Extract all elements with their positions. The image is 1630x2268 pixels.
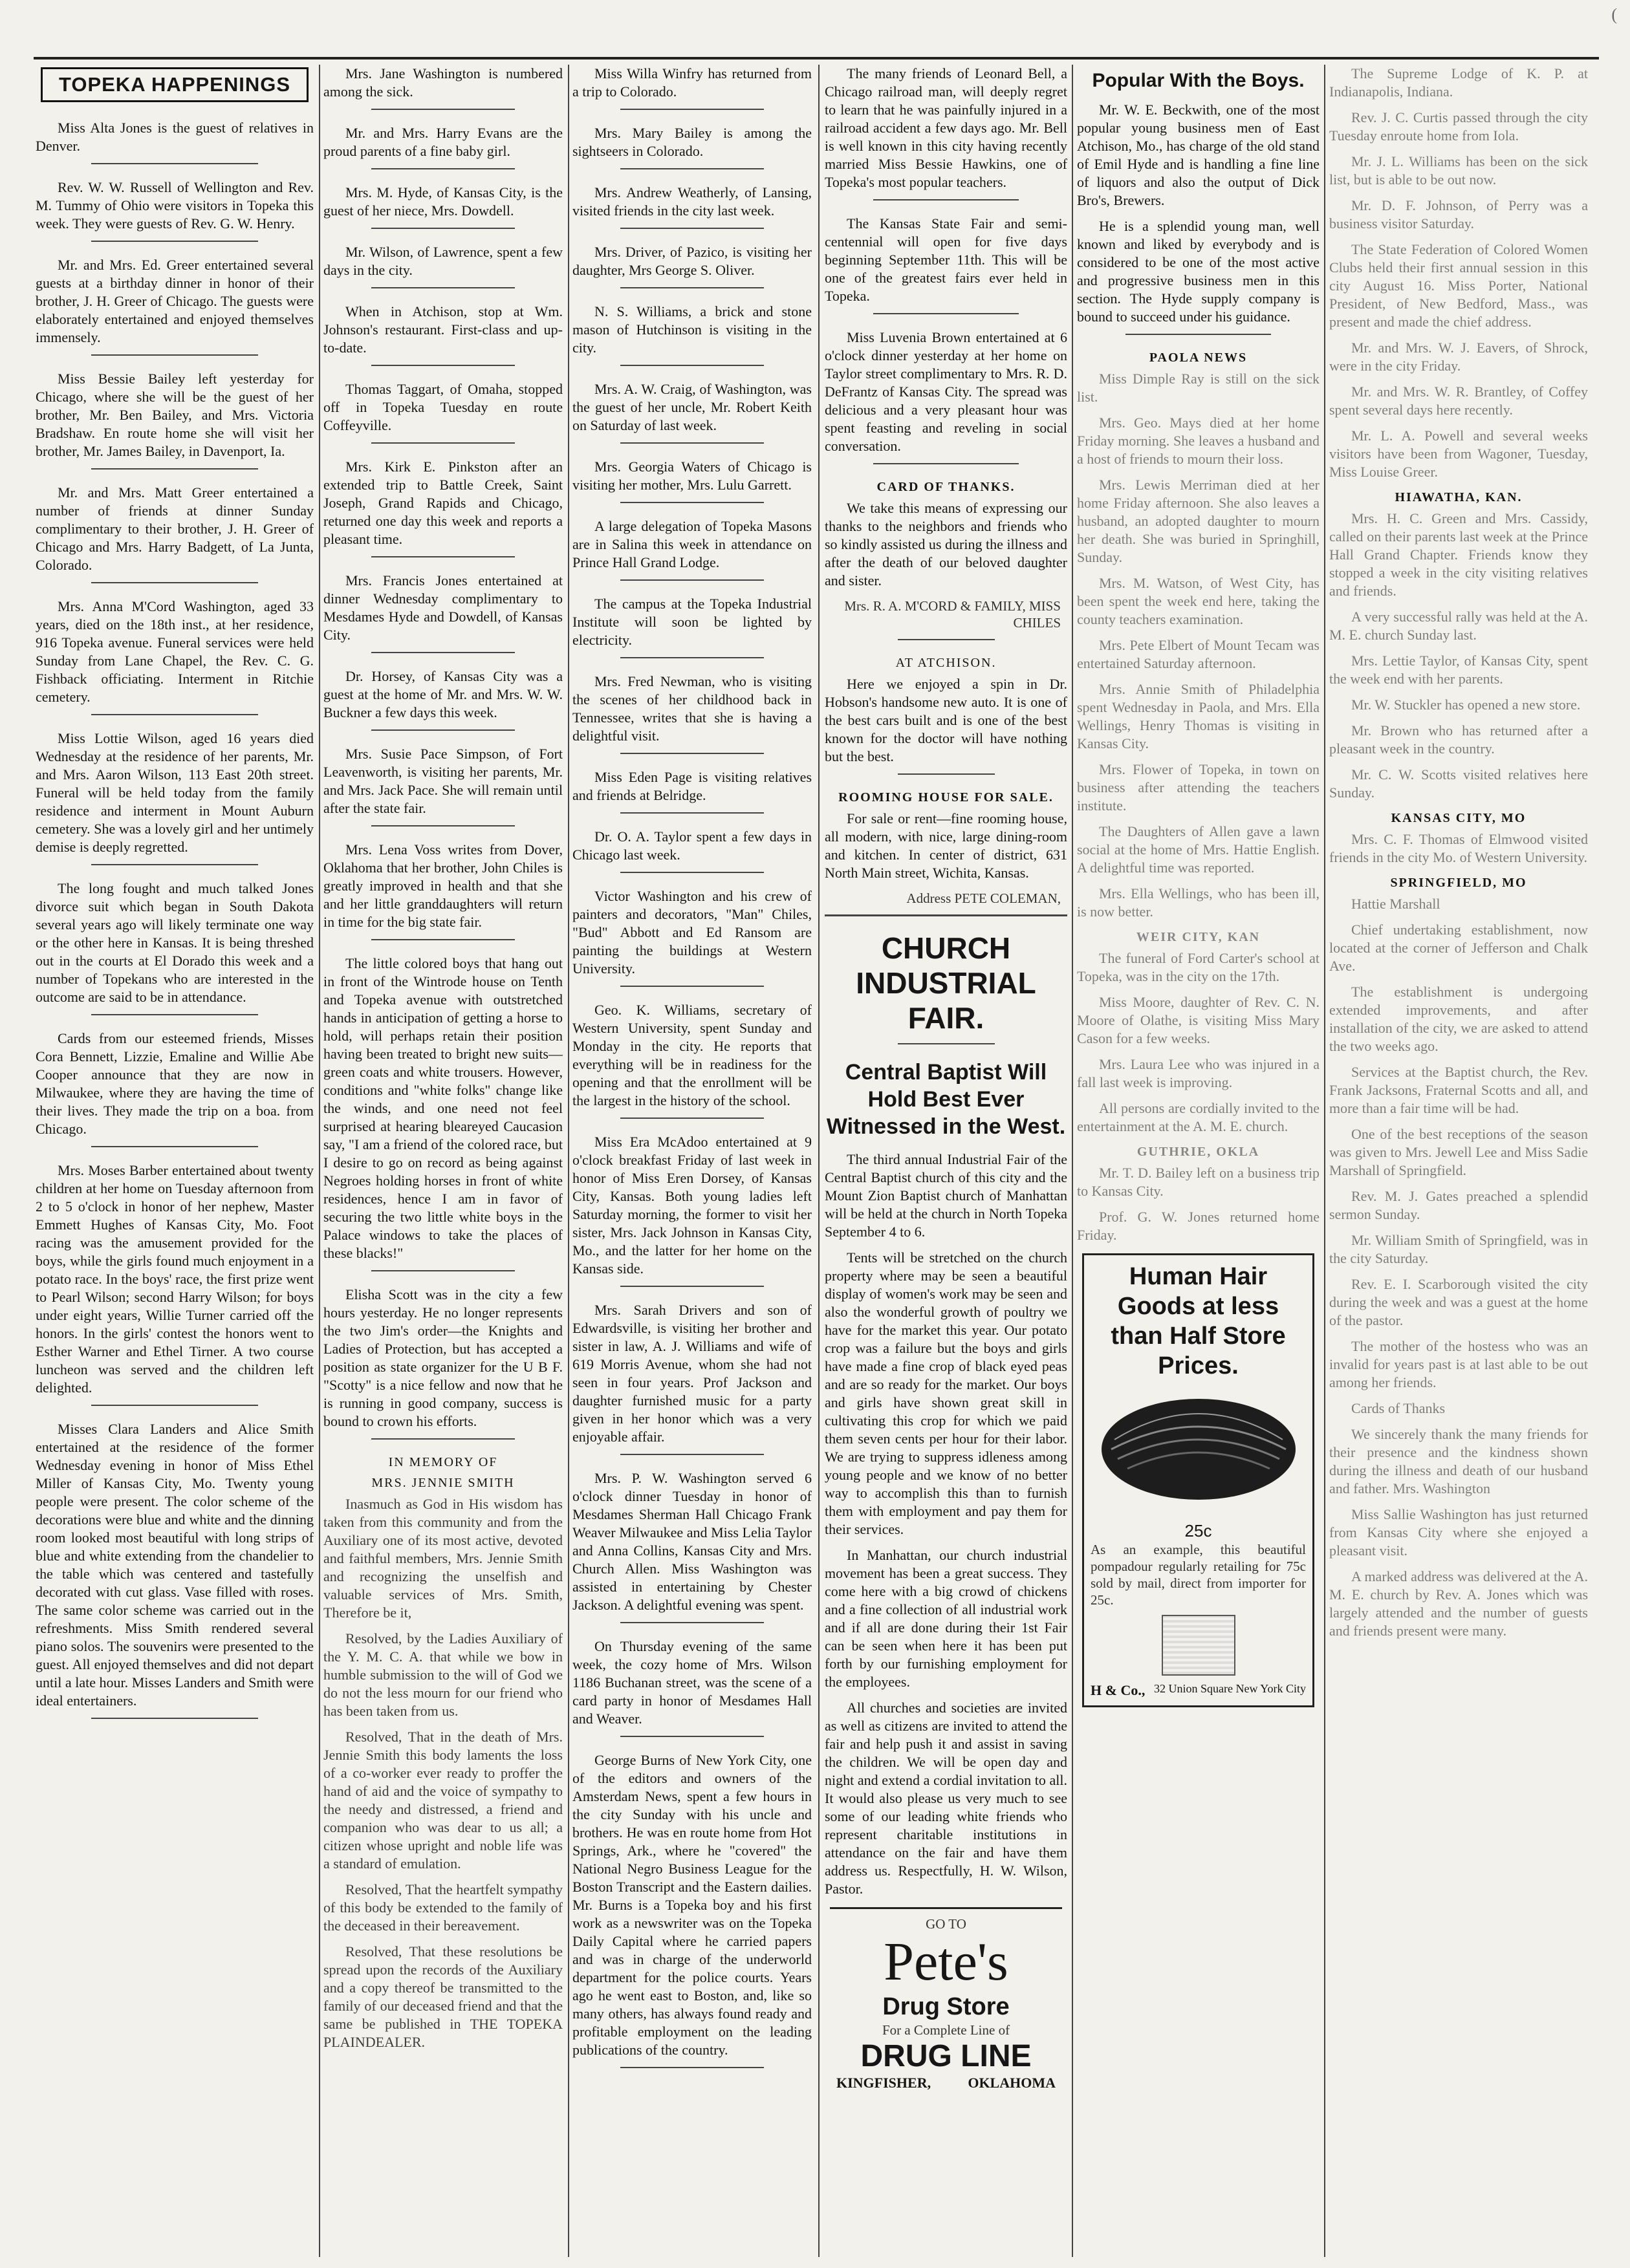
news-item: Rev. J. C. Curtis passed through the city Tuesday enroute home from Iola. <box>1329 109 1588 144</box>
news-item: Miss Bessie Bailey left yesterday for Chicago, where she will be the guest of her brother, Mr. Ben Bailey, and Mrs. Victoria Bradshaw. En route home she will visit her brother, Mr. James Bailey, in Davenport, Ia. <box>36 371 314 459</box>
news-item: Mr. C. W. Scotts visited relatives here Sunday. <box>1329 766 1588 801</box>
memoriam-heading: IN MEMORY OF <box>388 1455 498 1469</box>
hair-goods-ad <box>1082 1253 1314 1707</box>
section-title-box: TOPEKA HAPPENINGS <box>41 67 309 102</box>
coupon-icon <box>1162 1615 1235 1676</box>
separator <box>620 1736 764 1737</box>
separator <box>620 1622 764 1623</box>
news-item: Hattie Marshall <box>1351 896 1440 912</box>
separator <box>825 914 1067 916</box>
news-item: Rev. E. I. Scarborough visited the city during the week and was a guest at the home of the pastor. <box>1329 1276 1588 1328</box>
news-item: The little colored boys that hang out in front of the Wintrode house on Tenth and Topeka avenue with outstretched hands in anticipation of getting a horse to hold, will perhaps retain their position having been treated to bright new suits—green coats and white trousers. However, conditions and "white folks" change like the winds, and one need not feel surprised at hearing bleareyed Caucasion say, "I am a friend of the colored race, but I desire to go on record as being against Negroes holding horses in front of white residences, hence I am in favor of securing the two little white boys in the Palace windows to take the places of these blacks!" <box>323 955 563 1261</box>
column-rule <box>568 65 569 2257</box>
weir-list <box>1077 949 1320 1136</box>
news-item: George Burns of New York City, one of the editors and owners of the Amsterdam News, spent a few hours in the city Sunday with his uncle and brothers. He was en route home from Hot Springs, Ark., where he "covered" the National Negro Business League for the Boston Transcript and the Eastern dailies. Mr. Burns is a Topeka boy and his first work as a newswriter was on the Topeka Daily Capital where he carried papers and was in charge of the underworld department for the police courts. Years ago he went east to Boston, and, like so many others, has always found ready and profitable employment on the leading publications of the country. <box>572 1752 812 2058</box>
separator <box>371 556 515 557</box>
card-of-thanks-text: We take this means of expressing our thanks to the neighbors and friends who so kindly assisted us during the illness and after the death of our beloved daughter and sister. <box>825 500 1067 589</box>
hair-pompadour-icon <box>1092 1385 1305 1514</box>
separator <box>873 463 1019 464</box>
kansas-city-list <box>1329 830 1588 867</box>
news-item: Miss Dimple Ray is still on the sick list. <box>1077 371 1320 405</box>
separator <box>898 1043 995 1044</box>
column-5 <box>1077 65 1320 2257</box>
news-item: The funeral of Ford Carter's school at Topeka, was in the city on the 17th. <box>1077 950 1320 984</box>
separator <box>1125 334 1271 335</box>
news-item: Mrs. Sarah Drivers and son of Edwardsville, is visiting her brother and sister in law, A. J. Williams and wife of 619 Morris Avenue, whom she had not seen in four years. Prof Jackson and daughter furnished music for a party given in her honor which was a very enjoyable affair. <box>572 1302 812 1445</box>
separator <box>371 1270 515 1271</box>
news-item: Geo. K. Williams, secretary of Western University, spent Sunday and Monday in the city. He reports that everything will be in readiness for the opening and that the enrollment will be the largest in the history of the school. <box>572 1002 812 1108</box>
ad-city: KINGFISHER, <box>836 2075 931 2091</box>
separator <box>371 287 515 288</box>
separator <box>91 163 258 164</box>
separator <box>371 1438 515 1440</box>
news-item: Mr. William Smith of Springfield, was in the city Saturday. <box>1329 1232 1588 1266</box>
ad-goto: GO TO <box>926 1916 966 1932</box>
guthrie-heading: GUTHRIE, OKLA <box>1136 1145 1260 1159</box>
news-item: Mrs. M. Hyde, of Kansas City, is the guest of her niece, Mrs. Dowdell. <box>323 184 563 219</box>
separator <box>91 582 258 583</box>
news-item: Miss Willa Winfry has returned from a trip to Colorado. <box>572 65 812 100</box>
news-item: Cards from our esteemed friends, Misses Cora Bennett, Lizzie, Emaline and Willie Abe Cooper announce that they are now in Milwaukee, where they are having the time of their lives. They made the trip on a boa. from Chicago. <box>36 1030 314 1137</box>
news-item: Rev. W. W. Russell of Wellington and Rev. M. Tummy of Ohio were visitors in Topeka this week. They were guests of Rev. G. W. Henry. <box>36 179 314 232</box>
separator <box>620 1454 764 1455</box>
news-item: Mrs. Driver, of Pazico, is visiting her daughter, Mrs George S. Oliver. <box>572 244 812 278</box>
column-rule <box>1324 65 1325 2257</box>
separator <box>91 1405 258 1406</box>
news-item: Mrs. Pete Elbert of Mount Tecam was entertained Saturday afternoon. <box>1077 637 1320 671</box>
news-item: Mrs. Moses Barber entertained about twenty children at her home on Tuesday afternoon from 2 to 5 o'clock in honor of her nephew, Master Emmett Hughes of Kansas City, Mo. Foot racing was the amusement provided for the boys, while the girls found much enjoyment in a potato race. In the boys' race, the first prize went to Pearl Wilson; second Harry Wilson; for boys under eight years, Willie Turner carried off the honors. In the girls' contest the honors went to Esther Warner and Ethel Tirner. A two course luncheon was served and the children left delighted. <box>36 1162 314 1396</box>
ad-footer <box>1091 1682 1306 1699</box>
news-list <box>323 65 563 1440</box>
separator <box>91 1014 258 1015</box>
ad-description: As an example, this beautiful pompadour regularly retailing for 75c sold by mail, direct from importer for 25c. <box>1091 1542 1306 1608</box>
news-item: The Kansas State Fair and semi-centennial will open for five days beginning September 11th. This will be one of the greatest fairs ever held in Topeka. <box>825 215 1067 304</box>
separator <box>898 773 995 775</box>
news-item: Mrs. Lewis Merriman died at her home Friday afternoon. She also leaves a husband, an adopted daughter to mourn her death. She was buried in Springhill, Sunday. <box>1077 477 1320 565</box>
separator <box>371 168 515 169</box>
news-item: Mrs. P. W. Washington served 6 o'clock dinner Tuesday in honor of Mesdames Sherman Hall Chicago Frank Weaver Milwaukee and Miss Lelia Taylor and Anna Collins, Kansas City and Mrs. Church Allen. Miss Washington was assisted in entertaining by Chester Jackson. A delightful evening was spent. <box>572 1470 812 1613</box>
news-item: Mrs. H. C. Green and Mrs. Cassidy, called on their parents last week at the Prince Hall Grand Chapter. Friends know they stopped a week in the city visiting relatives and friends. <box>1329 510 1588 599</box>
news-item: Miss Eden Page is visiting relatives and friends at Belridge. <box>572 769 812 803</box>
order-coupon <box>1091 1615 1306 1676</box>
news-item: Miss Alta Jones is the guest of relatives in Denver. <box>36 120 314 154</box>
separator <box>620 228 764 229</box>
news-item: Thomas Taggart, of Omaha, stopped off in Topeka Tuesday en route Coffeyville. <box>323 381 563 433</box>
news-item: Mrs. A. W. Craig, of Washington, was the guest of her uncle, Mr. Robert Keith on Saturday of last week. <box>572 381 812 433</box>
column-3 <box>572 65 812 2257</box>
separator <box>620 365 764 366</box>
news-item: Mr. and Mrs. Ed. Greer entertained several guests at a birthday dinner in honor of their brother, J. H. Greer of Chicago. The guests were elaborately entertained and enjoyed themselves immensely. <box>36 257 314 345</box>
news-item: Mrs. Fred Newman, who is visiting the scenes of her childhood back in Tennessee, writes that she is having a delightful visit. <box>572 673 812 744</box>
news-item: Mrs. Lena Voss writes from Dover, Oklahoma that her brother, John Chiles is greatly improved in health and that she and her little granddaughters will return in time for the big state fair. <box>323 841 563 930</box>
separator <box>91 714 258 715</box>
ad-price: 25c <box>1184 1521 1212 1540</box>
news-item: Mrs. Laura Lee who was injured in a fall last week is improving. <box>1077 1056 1320 1090</box>
separator <box>620 1118 764 1119</box>
popular-headline: Popular With the Boys. <box>1092 70 1305 91</box>
ad-location <box>836 2075 1056 2091</box>
column-4 <box>825 65 1067 2257</box>
news-item: Mrs. Ella Wellings, who has been ill, is now better. <box>1077 885 1320 920</box>
separator <box>898 639 995 640</box>
news-item: Resolved, That in the death of Mrs. Jennie Smith this body laments the loss of a co-worker ever ready to proffer the hand of aid and the voice of sympathy to the needy and distressed, a friend and companion who was dear to us all; a citizen whose upright and noble life was a standard of emulation. <box>323 1729 563 1872</box>
separator <box>873 199 1019 200</box>
ad-headline: Human Hair Goods at less than Half Store Prices. <box>1111 1263 1286 1379</box>
news-item: Mrs. Anna M'Cord Washington, aged 33 years, died on the 18th inst., at her residence, 916 Topeka avenue. Funeral services were held Sunday from Lane Chapel, the Rev. C. G. Fishback officiating. Interment in Ritchie cemetery. <box>36 598 314 705</box>
separator <box>620 657 764 658</box>
news-item: Mr. Brown who has returned after a pleasant week in the country. <box>1329 722 1588 757</box>
resolutions-list <box>323 1495 563 2051</box>
separator <box>371 365 515 366</box>
card-of-thanks-signature: Mrs. R. A. M'CORD & FAMILY, MISS CHILES <box>844 598 1061 631</box>
news-item: The Daughters of Allen gave a lawn social at the home of Mrs. Hattie English. A delightful time was reported. <box>1077 823 1320 876</box>
ad-address: 32 Union Square New York City <box>1153 1682 1306 1695</box>
news-item: One of the best receptions of the season was given to Mrs. Jewell Lee and Miss Sadie Marshall of Springfield. <box>1329 1126 1588 1178</box>
ad-store-name: Pete's <box>884 1932 1008 1992</box>
news-item: All churches and societies are invited as well as citizens are invited to attend the fair and help push it and assist in saving the children. We will be open day and night and extend a cordial invitation to all. It would also please us very much to see some of our leading white friends who represent charitable institutions in attendance on the fair and have them address us. Respectfully, H. W. Wilson, Pastor. <box>825 1700 1067 1897</box>
card-of-thanks-heading: CARD OF THANKS. <box>876 480 1016 494</box>
separator <box>91 1718 258 1719</box>
ad-store-type: Drug Store <box>882 1993 1010 2020</box>
news-item: Mr. T. D. Bailey left on a business trip to Kansas City. <box>1077 1165 1320 1199</box>
separator <box>91 354 258 356</box>
separator <box>620 442 764 444</box>
news-item: A very successful rally was held at the A. M. E. church Sunday last. <box>1329 609 1588 643</box>
hiawatha-list <box>1329 510 1588 802</box>
column-2 <box>323 65 563 2257</box>
ad-drug-line: DRUG LINE <box>860 2039 1032 2073</box>
news-item: Mrs. Flower of Topeka, in town on business after attending the teachers institute. <box>1077 761 1320 814</box>
column-6 <box>1329 65 1588 2257</box>
separator <box>91 864 258 865</box>
kansas-city-heading: KANSAS CITY, MO <box>1391 811 1527 825</box>
church-fair-subheadline: Central Baptist Will Hold Best Ever Witnessed in the West. <box>826 1060 1066 1139</box>
news-list <box>572 65 812 2068</box>
news-item: Mr. J. L. Williams has been on the sick list, but is able to be out now. <box>1329 153 1588 188</box>
news-item: The campus at the Topeka Industrial Institute will soon be lighted by electricity. <box>572 596 812 648</box>
news-item: A large delegation of Topeka Masons are in Salina this week in attendance on Prince Hall Grand Lodge. <box>572 518 812 570</box>
news-item: Miss Sallie Washington has just returned from Kansas City where she enjoyed a pleasant visit. <box>1329 1506 1588 1559</box>
news-item: The many friends of Leonard Bell, a Chicago railroad man, will deeply regret to learn that he was painfully injured in a railroad accident a few days ago. Mr. Bell is well known in this city having recently married Miss Bessie Hawkins, one of Topeka's most popular teachers. <box>825 65 1067 190</box>
news-item: Miss Era McAdoo entertained at 9 o'clock breakfast Friday of last week in honor of Miss Eren Dorsey, of Kansas City, Kansas. Both young ladies left Saturday morning, the former to visit her sister, Mrs. Jack Johnson in Kansas City, Mo., and the latter for her home on the Kansas side. <box>572 1134 812 1277</box>
separator <box>620 109 764 110</box>
column-rule <box>818 65 820 2257</box>
separator <box>91 241 258 242</box>
news-item: Misses Clara Landers and Alice Smith entertained at the residence of the former Wednesday evening in honor of Miss Ethel Miller of Kansas City, Mo. Twenty young people were present. The color scheme of the decorations were blue and white and the dinning room looked most beautiful with long strips of blue and white extending from the chandelier to the table which was centered and tastefully decorated with cut glass. Vase filled with roses. The same color scheme was carried out in the refreshments. Miss Smith rendered several piano solos. The souvenirs were presented to the guest. All enjoyed themselves and did not depart until a late hour. Misses Landers and Smith were ideal entertainers. <box>36 1421 314 1709</box>
news-item: Dr. Horsey, of Kansas City was a guest at the home of Mr. and Mrs. W. W. Buckner a few days this week. <box>323 668 563 720</box>
news-item: The State Federation of Colored Women Clubs held their first annual session in this city August 16. Miss Porter, National President, of New Bedford, Mass., was present and made the chief address. <box>1329 241 1588 330</box>
ad-complete-line: For a Complete Line of <box>882 2022 1010 2038</box>
separator <box>371 825 515 826</box>
separator <box>371 442 515 444</box>
news-item: Elisha Scott was in the city a few hours yesterday. He no longer represents the two Jim's order—the Knights and Ladies of Protection, but has accepted a position as state organizer for the U B F. "Scotty" is a nice fellow and now that he is running in good company, success is bound to crown his efforts. <box>323 1286 563 1429</box>
separator <box>620 812 764 814</box>
separator <box>873 313 1019 314</box>
news-item: Mrs. Susie Pace Simpson, of Fort Leavenworth, is visiting her parents, Mr. and Mrs. Jack Pace. She will remain until after the state fair. <box>323 746 563 816</box>
separator <box>371 228 515 229</box>
news-list <box>825 65 1067 464</box>
church-fair-list <box>825 1150 1067 1898</box>
news-item: The long fought and much talked Jones divorce suit which began in South Dakota several years ago will likely terminate one way or the other here in Kansas. It is being threshed out in the courts at El Dorado this week and a number of Topekans who are interested in the outcome are said to be in attendance. <box>36 880 314 1005</box>
news-item: Mr. and Mrs. W. J. Eavers, of Shrock, were in the city Friday. <box>1329 340 1588 374</box>
news-item: Mr. Wilson, of Lawrence, spent a few days in the city. <box>323 244 563 278</box>
news-item: The establishment is undergoing extended improvements, and after installation of the city, we are asked to attend the two weeks ago. <box>1329 984 1588 1054</box>
separator <box>91 468 258 470</box>
rooming-house-signature: Address PETE COLEMAN, <box>906 891 1061 906</box>
separator <box>620 287 764 288</box>
weir-heading: WEIR CITY, KAN <box>1136 930 1261 944</box>
news-item: Mrs. Kirk E. Pinkston after an extended trip to Battle Creek, Saint Joseph, Grand Rapids and Chicago, returned one day this week and reports a pleasant time. <box>323 459 563 547</box>
separator <box>620 986 764 987</box>
rooming-house-heading: ROOMING HOUSE FOR SALE. <box>838 790 1054 805</box>
separator <box>620 1286 764 1287</box>
news-item: Miss Luvenia Brown entertained at 6 o'clock dinner yesterday at her home on Taylor street complimentary to Mrs. R. D. DeFrantz of Kansas City. The spread was delicious and a very pleasant hour was spent feasting and reveling in social conversation. <box>825 329 1067 454</box>
news-item: Chief undertaking establishment, now located at the corner of Jefferson and Chalk Ave. <box>1329 922 1588 974</box>
news-item: Mrs. M. Watson, of West City, has been spent the week end here, taking the county teachers examination. <box>1077 575 1320 627</box>
news-list <box>36 119 314 1719</box>
news-item: Dr. O. A. Taylor spent a few days in Chicago last week. <box>572 828 812 863</box>
drug-store-ad <box>830 1907 1062 2098</box>
column-rule <box>1072 65 1073 2257</box>
news-item: Miss Moore, daughter of Rev. C. N. Moore of Olathe, is visiting Miss Mary Cason for a few weeks. <box>1077 994 1320 1046</box>
news-item: Mr. and Mrs. W. R. Brantley, of Coffey spent several days here recently. <box>1329 383 1588 418</box>
news-item: He is a splendid young man, well known and liked by everybody and is considered to be one of the most active and progressive business men in this section. The Hyde supply company is bound to succeed under his guidance. <box>1077 218 1320 325</box>
news-item: The third annual Industrial Fair of the Central Baptist church of this city and the Mount Zion Baptist church of Manhattan will be held at the church in North Topeka September 4 to 6. <box>825 1151 1067 1240</box>
news-item: Mrs. Jane Washington is numbered among the sick. <box>323 65 563 100</box>
news-item: Mrs. Andrew Weatherly, of Lansing, visited friends in the city last week. <box>572 184 812 219</box>
news-item: Mr. and Mrs. Harry Evans are the proud parents of a fine baby girl. <box>323 125 563 159</box>
separator <box>620 2067 764 2068</box>
separator <box>620 168 764 169</box>
news-list <box>1329 65 1588 481</box>
news-item: Cards of Thanks <box>1351 1400 1446 1416</box>
hiawatha-heading: HIAWATHA, KAN. <box>1395 490 1523 504</box>
separator <box>620 579 764 581</box>
column-rule <box>319 65 320 2257</box>
news-item: Resolved, That these resolutions be spread upon the records of the Auxiliary and a copy thereof be transmitted to the family of our deceased friend and that the same be published in THE TOPEKA PLAINDEALER. <box>323 1943 563 2050</box>
news-item: We sincerely thank the many friends for their presence and the kindness shown during the illness and death of our husband and father. Mrs. Washington <box>1329 1426 1588 1496</box>
news-item: Resolved, by the Ladies Auxiliary of the Y. M. C. A. that while we bow in humble submission to the will of God we do not the less mourn for our friend who has been taken from us. <box>323 1630 563 1719</box>
springfield-heading: SPRINGFIELD, MO <box>1390 876 1527 890</box>
news-item: Mrs. Mary Bailey is among the sightseers in Colorado. <box>572 125 812 159</box>
news-item: Mr. W. Stuckler has opened a new store. <box>1351 697 1581 713</box>
memoriam-name: MRS. JENNIE SMITH <box>371 1476 515 1490</box>
news-item: All persons are cordially invited to the entertainment at the A. M. E. church. <box>1077 1100 1320 1134</box>
guthrie-list <box>1077 1164 1320 1244</box>
news-item: Mr. D. F. Johnson, of Perry was a business visitor Saturday. <box>1329 197 1588 232</box>
news-item: When in Atchison, stop at Wm. Johnson's restaurant. First-class and up-to-date. <box>323 303 563 356</box>
news-item: The Supreme Lodge of K. P. at Indianapolis, Indiana. <box>1329 65 1588 100</box>
news-item: Mr. L. A. Powell and several weeks visitors have been from Wagoner, Tuesday, Miss Louise Greer. <box>1329 427 1588 480</box>
news-item: Victor Washington and his crew of painters and decorators, "Man" Chiles, "Bud" Abbott and Ed Ransom are painting the buildings at Western University. <box>572 888 812 977</box>
news-item: Services at the Baptist church, the Rev. Frank Jacksons, Fraternal Scotts and all, and more than a fair time will be had. <box>1329 1064 1588 1116</box>
news-item: N. S. Williams, a brick and stone mason of Hutchinson is visiting in the city. <box>572 303 812 356</box>
margin-mark: ( <box>1611 5 1617 24</box>
separator <box>620 753 764 754</box>
separator <box>371 652 515 653</box>
news-item: Mr. and Mrs. Matt Greer entertained a number of friends at dinner Sunday complimentary to their brother, J. H. Greer of Chicago and Mrs. Harry Badgett, of La Junta, Colorado. <box>36 484 314 573</box>
column-1 <box>36 65 314 2257</box>
news-item: On Thursday evening of the same week, the cozy home of Mrs. Wilson 1186 Buchanan street, was the scene of a card party in honor of Mesdames Hall and Weaver. <box>572 1638 812 1727</box>
separator <box>620 872 764 873</box>
rooming-house-text: For sale or rent—fine rooming house, all modern, with nice, large dining-room and kitchen. In center of district, 631 North Main street, Wichita, Kansas. <box>825 810 1067 881</box>
ad-company: H & Co., <box>1091 1682 1146 1698</box>
church-fair-headline: CHURCH INDUSTRIAL FAIR. <box>856 931 1036 1035</box>
separator <box>371 939 515 940</box>
news-item: In Manhattan, our church industrial movement has been a great success. They come here with a big crowd of chickens and a fine collection of all industrial work and if all are done during their 1st Fair can be seen when here it has been put forth by our furnishing employment for the employees. <box>825 1547 1067 1690</box>
news-item: A marked address was delivered at the A. M. E. church by Rev. A. Jones which was largely attended and the number of guests and friends present were many. <box>1329 1568 1588 1639</box>
news-item: Prof. G. W. Jones returned home Friday. <box>1077 1209 1320 1243</box>
news-item: Rev. M. J. Gates preached a splendid sermon Sunday. <box>1329 1188 1588 1222</box>
separator <box>91 1146 258 1147</box>
news-item: Mrs. Lettie Taylor, of Kansas City, spent the week end with her parents. <box>1329 653 1588 687</box>
news-item: Inasmuch as God in His wisdom has taken from this community and from the Auxiliary one of its most active, devoted and faithful members, Mrs. Jennie Smith and recognizing the unselfish and valuable services of Mrs. Smith, Therefore be it, <box>323 1496 563 1621</box>
separator <box>371 109 515 110</box>
news-item: Mrs. Francis Jones entertained at dinner Wednesday complimentary to Mesdames Hyde and Dowdell, of Kansas City. <box>323 572 563 643</box>
news-item: Mrs. C. F. Thomas of Elmwood visited friends in the city Mo. of Western University. <box>1329 831 1588 865</box>
ad-state: OKLAHOMA <box>968 2075 1056 2091</box>
news-item: Resolved, That the heartfelt sympathy of this body be extended to the family of the deceased in their bereavement. <box>323 1881 563 1934</box>
atchison-text: Here we enjoyed a spin in Dr. Hobson's handsome new auto. It is one of the best cars built and is one of the best known for the doctor will have nothing but the best. <box>825 676 1067 764</box>
paola-list <box>1077 370 1320 921</box>
separator <box>620 502 764 503</box>
springfield-list <box>1329 895 1588 1640</box>
news-item: Mrs. Geo. Mays died at her home Friday morning. She leaves a husband and a host of friends to mourn their loss. <box>1077 415 1320 467</box>
news-item: Mrs. Annie Smith of Philadelphia spent Wednesday in Paola, and Mrs. Ella Wellings, Henry Thomas is visiting in Kansas City. <box>1077 681 1320 751</box>
atchison-heading: AT ATCHISON. <box>895 656 997 670</box>
news-item: Tents will be stretched on the church property where may be seen a beautiful display of women's work may be seen and also the wonderful growth of poultry we have for the market this year. Our potato crop was a failure but the boys and girls have made a fine crop of black eyed peas and are so ready for the market. Our boys and girls have shown great skill in cultivating this crop for which we paid them seven cents per hour for their labor. We are trying to suppress idleness among young people and we know of no better way to accomplish this than to furnish them with employment and pay them for their services. <box>825 1249 1067 1537</box>
paola-heading: PAOLA NEWS <box>1149 351 1248 365</box>
news-item: The mother of the hostess who was an invalid for years past is at last able to be out among her friends. <box>1329 1338 1588 1390</box>
news-item: Miss Lottie Wilson, aged 16 years died Wednesday at the residence of her parents, Mr. and Mrs. Aaron Wilson, 113 East 20th street. Funeral will be held today from the family residence and interment in Mount Auburn cemetery. She was a lovely girl and her untimely demise is deeply regretted. <box>36 730 314 855</box>
news-item: Mrs. Georgia Waters of Chicago is visiting her mother, Mrs. Lulu Garrett. <box>572 459 812 493</box>
separator <box>371 729 515 731</box>
news-item: Mr. W. E. Beckwith, one of the most popular young business men of East Atchison, Mo., has charge of the old stand of Emil Hyde and is handling a fine line of liquors and also the output of Dick Bro's, Brewers. <box>1077 102 1320 208</box>
masthead-rule <box>34 57 1599 59</box>
